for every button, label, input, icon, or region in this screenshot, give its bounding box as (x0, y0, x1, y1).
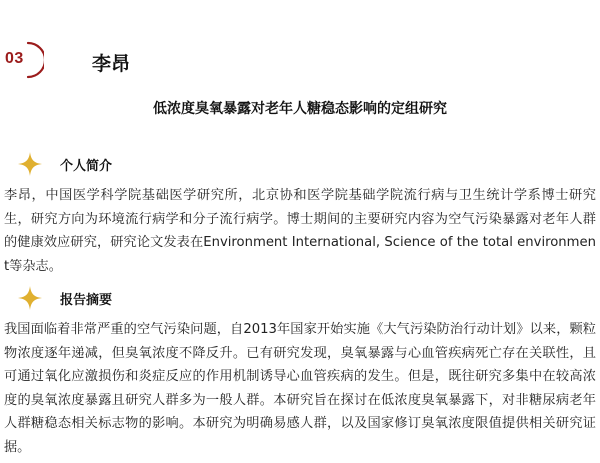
abstract-section-label: 报告摘要 (60, 293, 113, 308)
abstract-section-heading (18, 286, 318, 310)
bio-text: 李昂，中国医学科学院基础医学研究所，北京协和医学院基础学院流行病与卫生统计学系博士研究生，研究方向为环境流行病学和分子流行病学。博士期间的主要研究内容为空气污染暴露对老年人群的健康效应研究，研究论文发表在Environment International, Science of the total environment等杂志。 (4, 188, 596, 274)
sparkle-star-icon (18, 286, 42, 310)
section-number: 03 (5, 50, 24, 67)
speaker-header (0, 36, 600, 84)
section-number-badge (4, 40, 44, 80)
abstract-text: 我国面临着非常严重的空气污染问题，自2013年国家开始实施《大气污染防治行动计划》以来，颗粒物浓度逐年递减，但臭氧浓度不降反升。已有研究发现，臭氧暴露与心血管疾病死亡存在关联性，且可通过氧化应激损伤和炎症反应的作用机制诱导心血管疾病的发生。但是，既往研究多集中在较高浓度的臭氧浓度暴露且研究人群多为一般人群。本研究旨在探讨在低浓度臭氧暴露下，对非糖尿病老年人群糖稳态相关标志物的影响。本研究为明确易感人群，以及国家修订臭氧浓度限值提供相关研究证据。 (4, 322, 596, 455)
bio-section-label: 个人简介 (60, 159, 113, 174)
sparkle-star-icon (18, 152, 42, 176)
speaker-name: 李昂 (92, 53, 131, 75)
bio-section-heading (18, 152, 318, 176)
report-title: 低浓度臭氧暴露对老年人糖稳态影响的定组研究 (153, 101, 447, 117)
